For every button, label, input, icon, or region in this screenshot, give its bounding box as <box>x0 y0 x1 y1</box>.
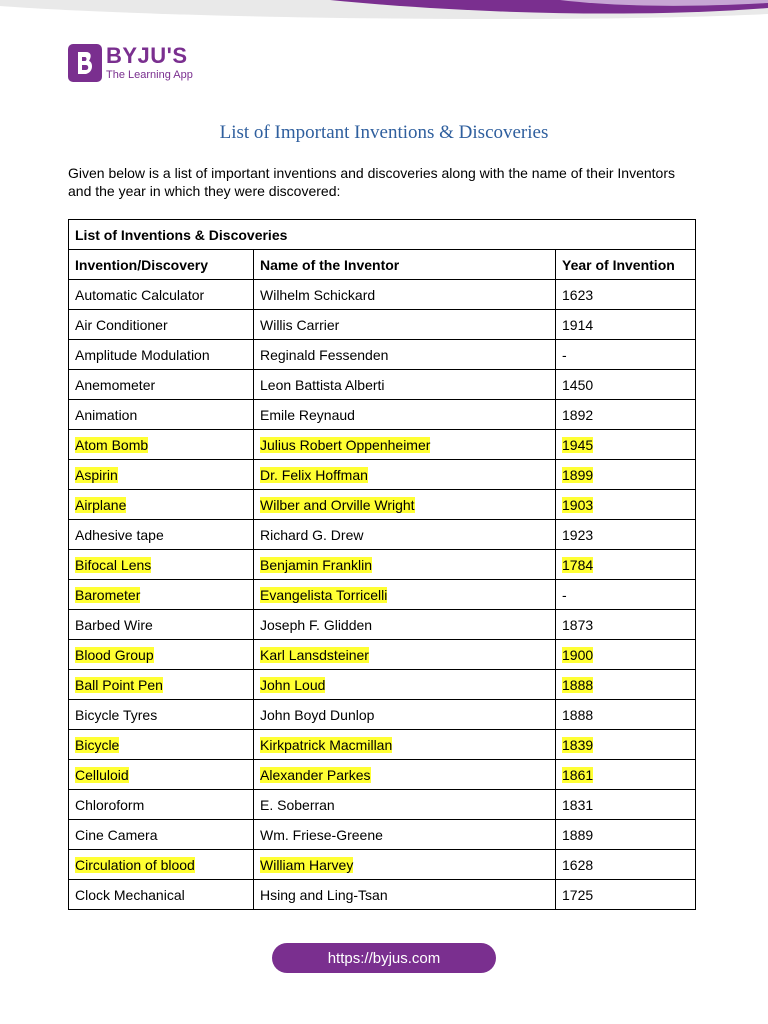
year-cell: 1628 <box>556 850 696 880</box>
year-cell: 1725 <box>556 880 696 910</box>
year-cell: 1450 <box>556 370 696 400</box>
invention-cell: Barbed Wire <box>69 610 254 640</box>
inventor-cell: Joseph F. Glidden <box>254 610 556 640</box>
inventor-cell: Emile Reynaud <box>254 400 556 430</box>
inventor-cell: Reginald Fessenden <box>254 340 556 370</box>
table-row <box>69 550 696 580</box>
invention-cell: Circulation of blood <box>69 850 254 880</box>
inventor-cell: Kirkpatrick Macmillan <box>254 730 556 760</box>
invention-cell: Ball Point Pen <box>69 670 254 700</box>
year-cell: 1888 <box>556 670 696 700</box>
table-row <box>69 490 696 520</box>
year-cell: 1784 <box>556 550 696 580</box>
inventor-cell: Hsing and Ling-Tsan <box>254 880 556 910</box>
year-cell: 1889 <box>556 820 696 850</box>
inventor-cell: E. Soberran <box>254 790 556 820</box>
header-invention: Invention/Discovery <box>69 250 254 280</box>
table-row <box>69 790 696 820</box>
header-year: Year of Invention <box>556 250 696 280</box>
inventor-cell: Willis Carrier <box>254 310 556 340</box>
table-row <box>69 520 696 550</box>
year-cell: 1899 <box>556 460 696 490</box>
invention-cell: Cine Camera <box>69 820 254 850</box>
year-cell: 1888 <box>556 700 696 730</box>
inventor-cell: Wilber and Orville Wright <box>254 490 556 520</box>
inventor-cell: Wm. Friese-Greene <box>254 820 556 850</box>
document-title: List of Important Inventions & Discoveries <box>219 122 549 143</box>
table-row <box>69 580 696 610</box>
table-row <box>69 640 696 670</box>
invention-cell: Bicycle Tyres <box>69 700 254 730</box>
top-decorative-band <box>0 0 768 24</box>
byjus-logo <box>68 44 193 82</box>
year-cell: - <box>556 340 696 370</box>
inventor-cell: Wilhelm Schickard <box>254 280 556 310</box>
year-cell: 1623 <box>556 280 696 310</box>
invention-cell: Celluloid <box>69 760 254 790</box>
table-row <box>69 460 696 490</box>
inventor-cell: Alexander Parkes <box>254 760 556 790</box>
year-cell: 1914 <box>556 310 696 340</box>
brand-tagline: The Learning App <box>106 69 193 81</box>
invention-cell: Bicycle <box>69 730 254 760</box>
inventor-cell: Evangelista Torricelli <box>254 580 556 610</box>
year-cell: 1900 <box>556 640 696 670</box>
invention-cell: Airplane <box>69 490 254 520</box>
inventor-cell: John Boyd Dunlop <box>254 700 556 730</box>
invention-cell: Anemometer <box>69 370 254 400</box>
inventor-cell: Julius Robert Oppenheimer <box>254 430 556 460</box>
invention-cell: Atom Bomb <box>69 430 254 460</box>
inventor-cell: Leon Battista Alberti <box>254 370 556 400</box>
year-cell: 1861 <box>556 760 696 790</box>
invention-cell: Animation <box>69 400 254 430</box>
invention-cell: Amplitude Modulation <box>69 340 254 370</box>
table-row <box>69 850 696 880</box>
table-row <box>69 340 696 370</box>
year-cell: 1839 <box>556 730 696 760</box>
table-row <box>69 400 696 430</box>
table-row <box>69 820 696 850</box>
footer-url-link[interactable]: https://byjus.com <box>272 943 496 973</box>
inventions-table <box>68 219 696 910</box>
inventor-cell: Benjamin Franklin <box>254 550 556 580</box>
year-cell: 1831 <box>556 790 696 820</box>
year-cell: 1945 <box>556 430 696 460</box>
invention-cell: Air Conditioner <box>69 310 254 340</box>
invention-cell: Barometer <box>69 580 254 610</box>
year-cell: 1923 <box>556 520 696 550</box>
table-row <box>69 310 696 340</box>
table-row <box>69 730 696 760</box>
year-cell: 1903 <box>556 490 696 520</box>
brand-name: BYJU'S <box>106 43 188 68</box>
table-caption: List of Inventions & Discoveries <box>69 220 696 250</box>
inventor-cell: Richard G. Drew <box>254 520 556 550</box>
inventor-cell: Karl Lansdsteiner <box>254 640 556 670</box>
invention-cell: Blood Group <box>69 640 254 670</box>
table-row <box>69 610 696 640</box>
invention-cell: Bifocal Lens <box>69 550 254 580</box>
year-cell: 1892 <box>556 400 696 430</box>
table-row <box>69 370 696 400</box>
year-cell: - <box>556 580 696 610</box>
invention-cell: Automatic Calculator <box>69 280 254 310</box>
year-cell: 1873 <box>556 610 696 640</box>
inventor-cell: Dr. Felix Hoffman <box>254 460 556 490</box>
invention-cell: Clock Mechanical <box>69 880 254 910</box>
intro-paragraph: Given below is a list of important inventions and discoveries along with the name of their Inventors and the year in which they were discovered: <box>68 165 675 199</box>
invention-cell: Chloroform <box>69 790 254 820</box>
logo-b-icon <box>68 44 102 82</box>
table-row <box>69 700 696 730</box>
header-inventor: Name of the Inventor <box>254 250 556 280</box>
table-row <box>69 880 696 910</box>
table-row <box>69 280 696 310</box>
table-row <box>69 670 696 700</box>
inventor-cell: John Loud <box>254 670 556 700</box>
table-row <box>69 430 696 460</box>
inventor-cell: William Harvey <box>254 850 556 880</box>
invention-cell: Adhesive tape <box>69 520 254 550</box>
invention-cell: Aspirin <box>69 460 254 490</box>
table-row <box>69 760 696 790</box>
